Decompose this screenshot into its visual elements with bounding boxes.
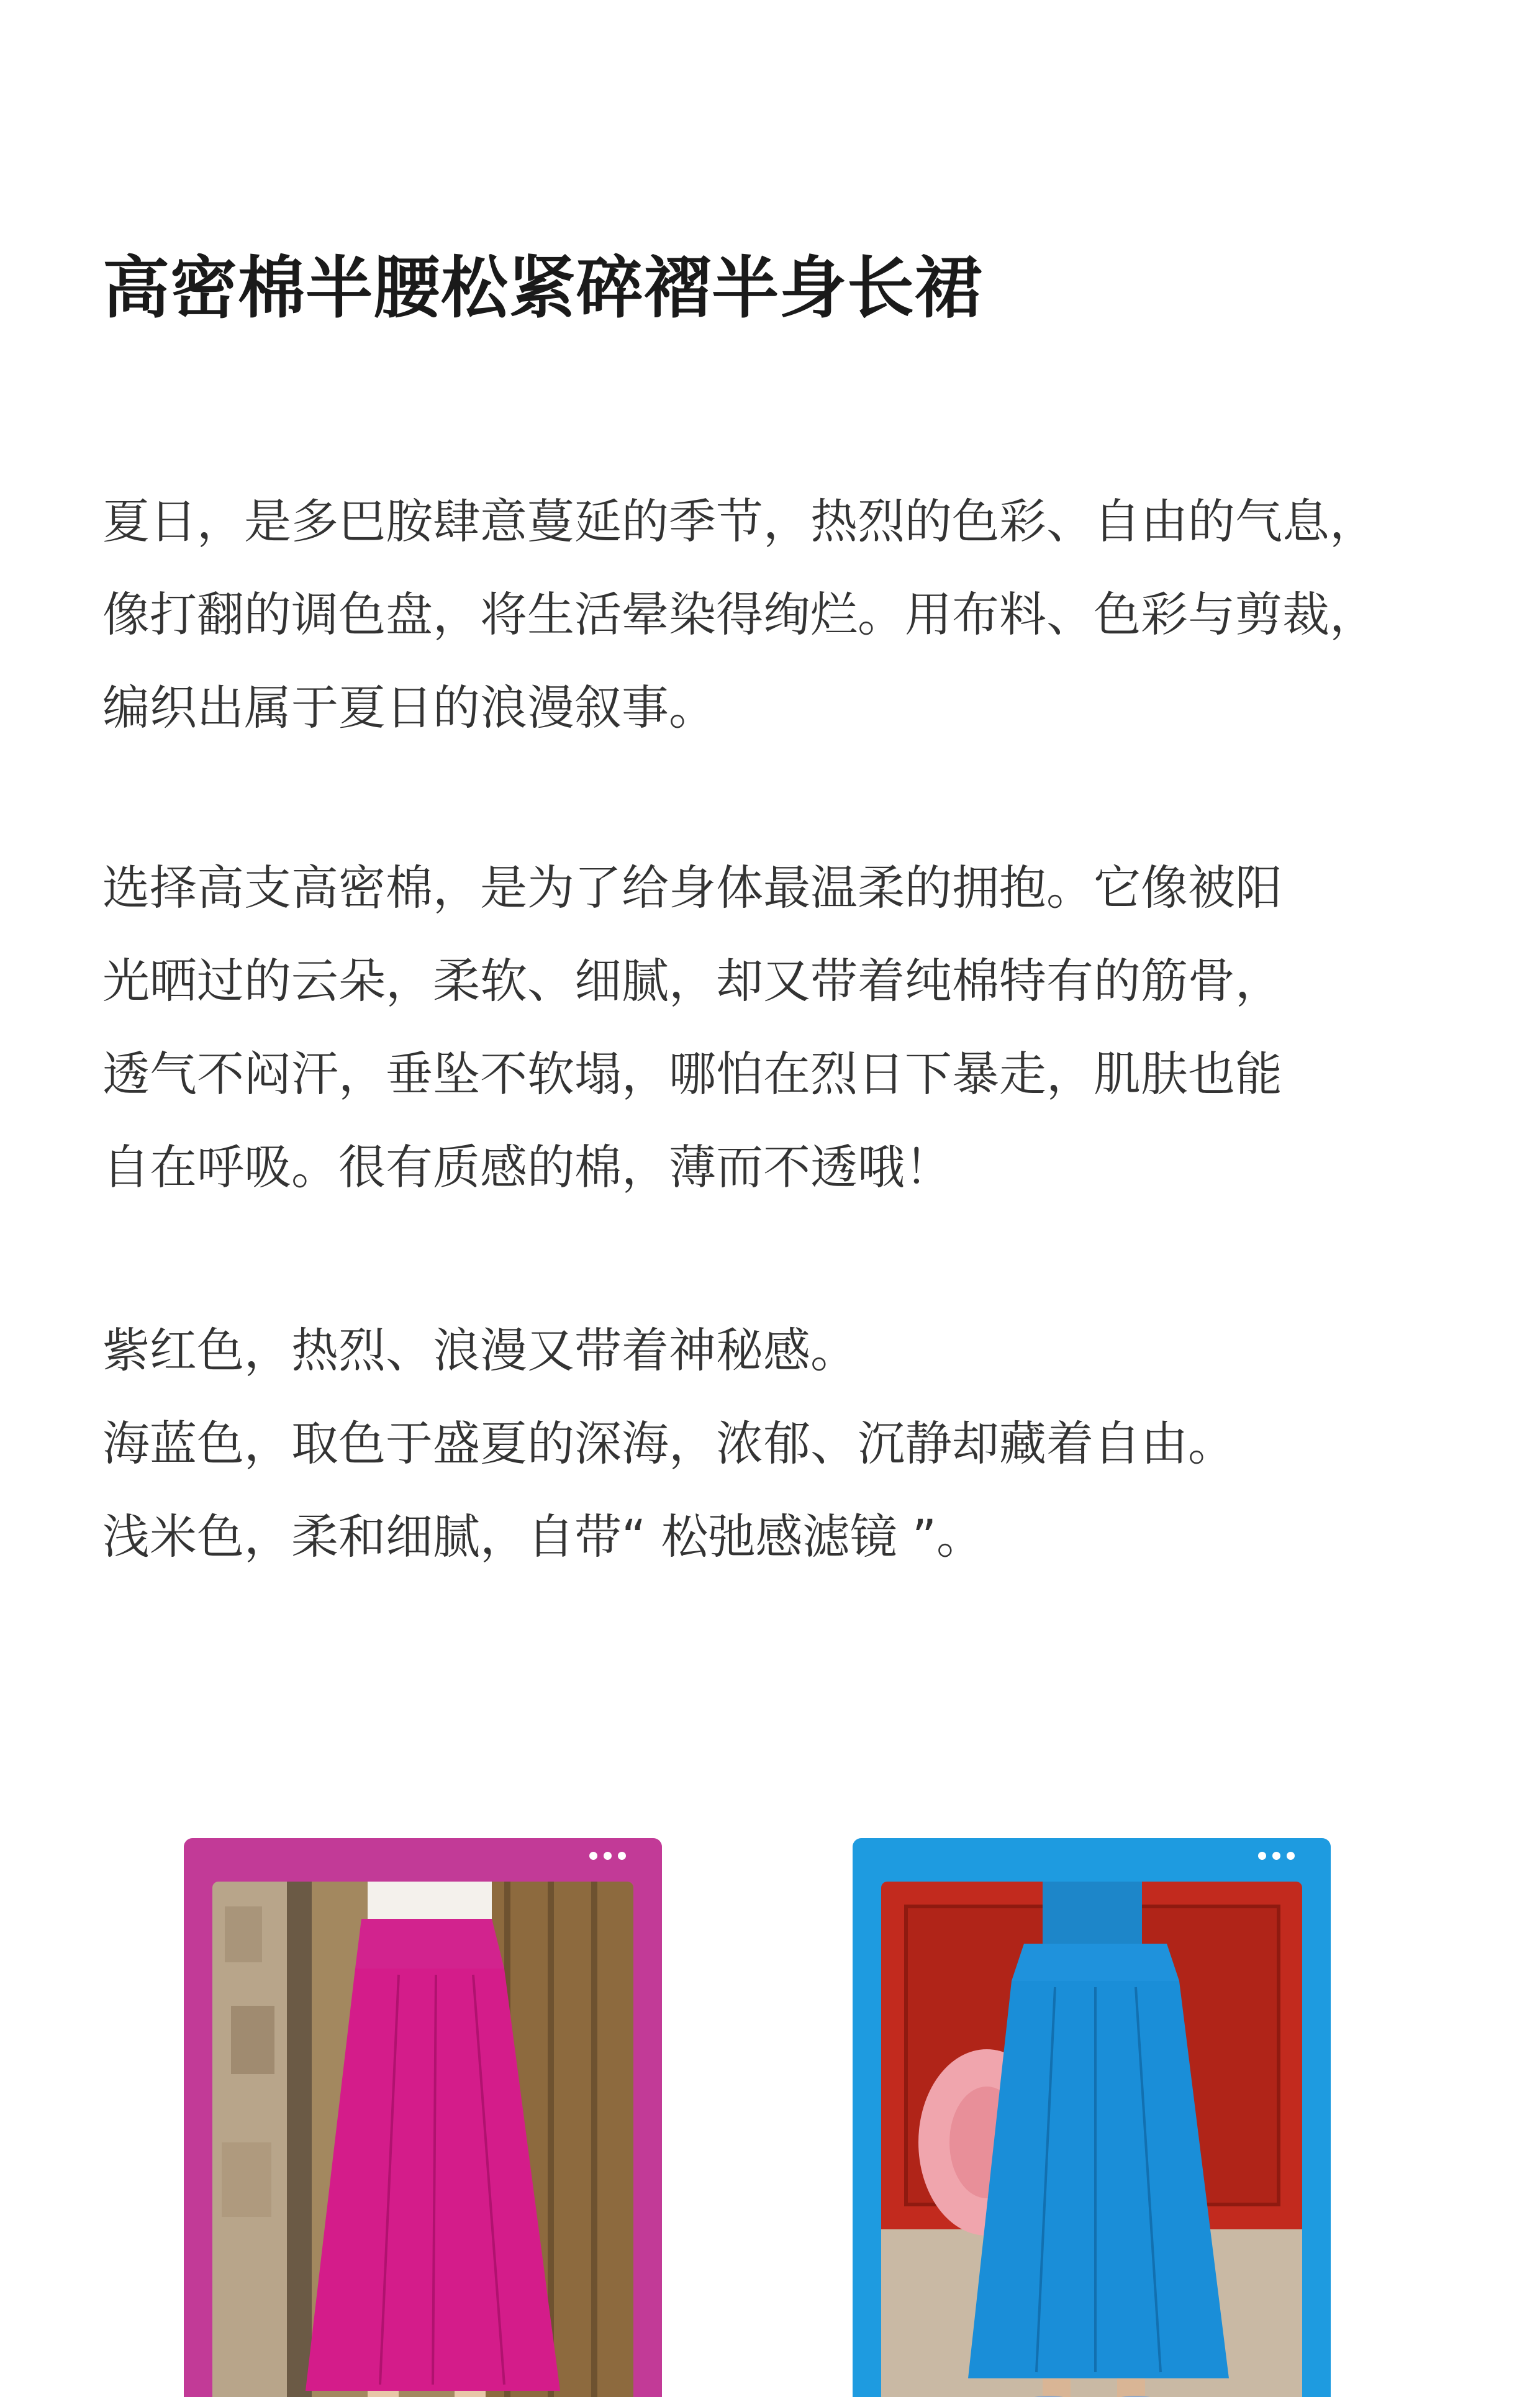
intro-paragraph bbox=[102, 475, 1469, 754]
fabric-line: 光晒过的云朵，柔软、细腻，却又带着纯棉特有的筋骨， bbox=[102, 953, 1282, 1008]
intro-line: 夏日，是多巴胺肆意蔓延的季节，热烈的色彩、自由的气息， bbox=[102, 494, 1377, 549]
page-title: 高密棉半腰松紧碎褶半身长裙 bbox=[102, 250, 983, 327]
intro-line: 像打翻的调色盘，将生活晕染得绚烂。用布料、色彩与剪裁， bbox=[102, 587, 1377, 642]
color-line-magenta: 紫红色，热烈、浪漫又带着神秘感。 bbox=[102, 1323, 858, 1378]
more-dots-icon[interactable] bbox=[1258, 1852, 1295, 1860]
product-card-blue[interactable] bbox=[853, 1838, 1331, 2397]
product-photo-magenta bbox=[212, 1882, 633, 2397]
fabric-paragraph bbox=[102, 841, 1469, 1214]
intro-line: 编织出属于夏日的浪漫叙事。 bbox=[102, 680, 716, 735]
more-dots-icon[interactable] bbox=[589, 1852, 626, 1860]
color-line-blue: 海蓝色，取色于盛夏的深海，浓郁、沉静却藏着自由。 bbox=[102, 1416, 1235, 1471]
product-photo-blue bbox=[881, 1882, 1302, 2397]
colors-paragraph bbox=[102, 1304, 1469, 1584]
magenta-skirt-illustration bbox=[212, 1882, 633, 2397]
color-line-beige: 浅米色，柔和细腻，自带“ 松弛感滤镜 ”。 bbox=[102, 1509, 984, 1564]
fabric-line: 选择高支高密棉，是为了给身体最温柔的拥抱。它像被阳 bbox=[102, 860, 1282, 915]
fabric-line: 透气不闷汗，垂坠不软塌，哪怕在烈日下暴走，肌肤也能 bbox=[102, 1046, 1282, 1102]
fabric-line: 自在呼吸。很有质感的棉，薄而不透哦！ bbox=[102, 1140, 952, 1195]
product-card-magenta[interactable] bbox=[184, 1838, 662, 2397]
blue-skirt-illustration bbox=[881, 1882, 1302, 2397]
